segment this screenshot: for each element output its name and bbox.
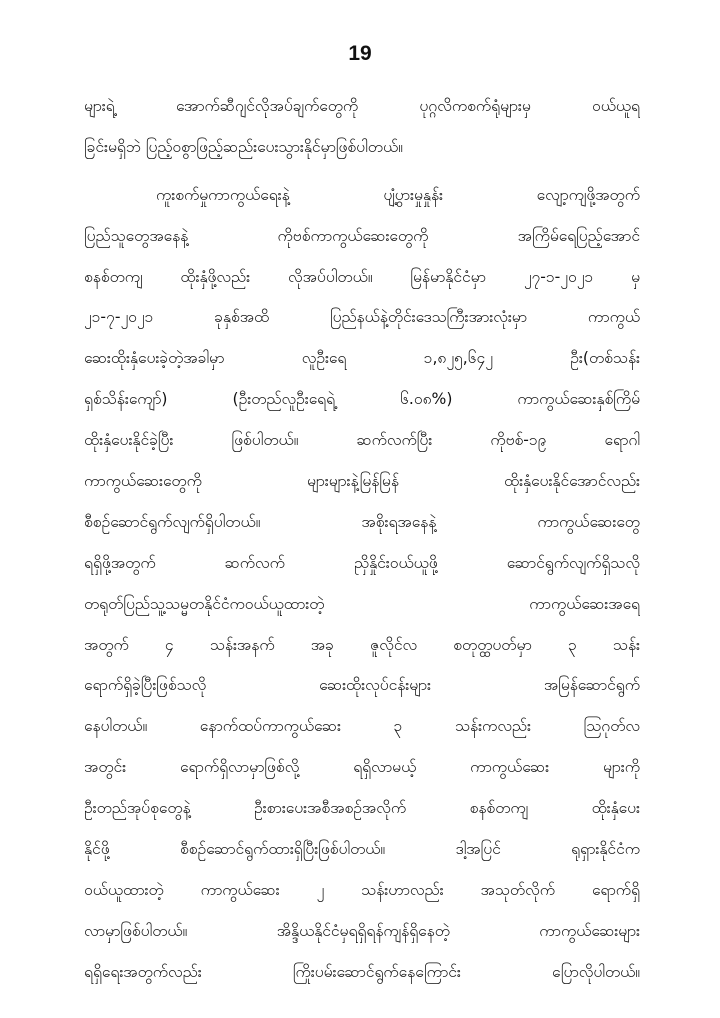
page-number: 19 bbox=[348, 42, 372, 65]
text-line: ကူးစက်မှုကာကွယ်ရေးနဲ့ ပျံ့ပွားမှုနှုန်း လျော့ကျဖို့အတွက် bbox=[156, 185, 640, 204]
text-line: ၂၁-၇-၂၀၂၁ ခုနှစ်အထိ ပြည်နယ်နဲ့တိုင်းဒေသကြီးအားလုံးမှာ ကာကွယ် bbox=[84, 308, 640, 327]
text-line: စနစ်တကျ ထိုးနှံဖို့လည်း လိုအပ်ပါတယ်။ မြန်မာနိုင်ငံမှာ ၂၇-၁-၂၀၂၁ မှ bbox=[84, 267, 640, 286]
text-line: အတွက် ၄ သန်းအနက် အခု ဇူလိုင်လ စတုတ္ထပတ်မှာ ၃ သန်း bbox=[84, 635, 640, 654]
text-line: ပြည်သူတွေအနေနဲ့ ကိုဗစ်ကာကွယ်ဆေးတွေကို အကြိမ်ရေပြည့်အောင် bbox=[84, 226, 640, 245]
paragraph-1 bbox=[84, 86, 640, 168]
text-line: ဦးတည်အုပ်စုတွေနဲ့ ဦးစားပေးအစီအစဉ်အလိုက် စနစ်တကျ ထိုးနှံပေး bbox=[84, 799, 640, 818]
text-line: ရရှိရေးအတွက်လည်း ကြိုးပမ်းဆောင်ရွက်နေကြောင်း ပြောလိုပါတယ်။ bbox=[84, 962, 640, 981]
paragraph-2 bbox=[84, 175, 640, 993]
text-line: ရောက်ရှိခဲ့ပြီးဖြစ်သလို ဆေးထိုးလုပ်ငန်းများ အမြန်ဆောင်ရွက် bbox=[84, 676, 640, 695]
text-line: တရုတ်ပြည်သူ့သမ္မတနိုင်ငံကဝယ်ယူထားတဲ့ ကာကွယ်ဆေးအရေ bbox=[84, 594, 640, 613]
text-line: ကာကွယ်ဆေးတွေကို များများနဲ့မြန်မြန် ထိုးနှံပေးနိုင်အောင်လည်း bbox=[84, 472, 640, 491]
text-line: လာမှာဖြစ်ပါတယ်။ အိန္ဒိယနိုင်ငံမှရရှိရန်ကျန်ရှိနေတဲ့ ကာကွယ်ဆေးများ bbox=[84, 921, 640, 940]
text-line: နေပါတယ်။ နောက်ထပ်ကာကွယ်ဆေး ၃ သန်းကလည်း ဩဂုတ်လ bbox=[84, 717, 640, 736]
text-line: ဆေးထိုးနှံပေးခဲ့တဲ့အခါမှာ လူဦးရေ ၁,၈၂၅,၆၄၂ ဦး(တစ်သန်း bbox=[84, 349, 640, 368]
text-line: ခြင်းမရှိဘဲ ပြည့်ဝစွာဖြည့်ဆည်းပေးသွားနိုင်မှာဖြစ်ပါတယ်။ bbox=[84, 137, 403, 156]
text-line: အတွင်း ရောက်ရှိလာမှာဖြစ်လို့ ရရှိလာမယ့် ကာကွယ်ဆေး များကို bbox=[84, 758, 640, 777]
text-line: ထိုးနှံပေးနိုင်ခဲ့ပြီး ဖြစ်ပါတယ်။ ဆက်လက်ပြီး ကိုဗစ်-၁၉ ရောဂါ bbox=[84, 431, 640, 450]
document-body bbox=[84, 86, 640, 993]
text-line: ရှစ်သိန်းကျော်) (ဦးတည်လူဦးရေရဲ့ ၆.၀၈%) ကာကွယ်ဆေးနှစ်ကြိမ် bbox=[84, 390, 640, 409]
text-line: ရရှိဖို့အတွက် ဆက်လက် ညှိနှိုင်းဝယ်ယူဖို့ ဆောင်ရွက်လျက်ရှိသလို bbox=[84, 553, 640, 572]
text-line: စီစဉ်ဆောင်ရွက်လျက်ရှိပါတယ်။ အစိုးရအနေနဲ့ ကာကွယ်ဆေးတွေ bbox=[84, 512, 640, 531]
text-line: နိုင်ဖို့ စီစဉ်ဆောင်ရွက်ထားရှိပြီးဖြစ်ပါတယ်။ ဒါ့အပြင် ရုရှားနိုင်ငံက bbox=[84, 840, 640, 859]
text-line: များရဲ့ အောက်ဆီဂျင်လိုအပ်ချက်တွေကို ပုဂ္ဂလိကစက်ရုံများမှ ဝယ်ယူရ bbox=[84, 97, 640, 115]
text-line: ဝယ်ယူထားတဲ့ ကာကွယ်ဆေး ၂ သန်းဟာလည်း အသုတ်လိုက် ရောက်ရှိ bbox=[84, 880, 640, 899]
